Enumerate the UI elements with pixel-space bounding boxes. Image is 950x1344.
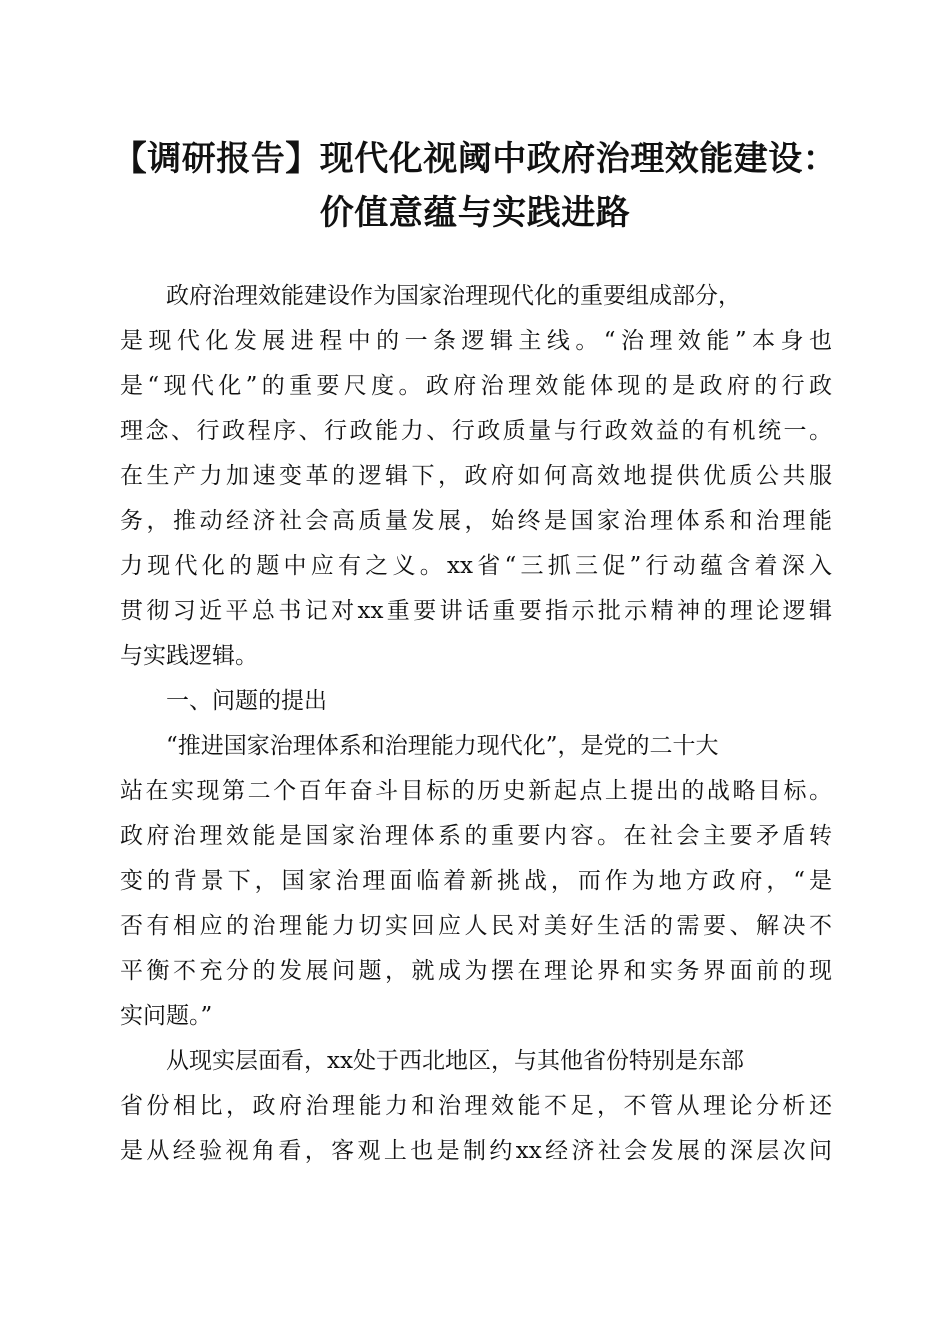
document-title bbox=[100, 132, 850, 240]
paragraph-line: 是从经验视角看，客观上也是制约xx经济社会发展的深层次问 bbox=[120, 1138, 832, 1164]
title-line-2: 价值意蕴与实践进路 bbox=[319, 193, 631, 233]
paragraph-line: 从现实层面看，xx处于西北地区，与其他省份特别是东部 bbox=[166, 1048, 744, 1074]
paragraph-line: 平衡不充分的发展问题，就成为摆在理论界和实务界面前的现 bbox=[120, 958, 832, 984]
paragraph-problem bbox=[120, 724, 832, 1039]
paragraph-intro bbox=[120, 274, 832, 679]
document-body bbox=[120, 274, 832, 1174]
paragraph-line: “推进国家治理体系和治理能力现代化”，是党的二十大 bbox=[166, 733, 719, 759]
paragraph-line: 在生产力加速变革的逻辑下，政府如何高效地提供优质公共服 bbox=[120, 463, 832, 489]
paragraph-line: 理念、行政程序、行政能力、行政质量与行政效益的有机统一。 bbox=[120, 418, 832, 444]
paragraph-line: 否有相应的治理能力切实回应人民对美好生活的需要、解决不 bbox=[120, 913, 832, 939]
paragraph-line: 是“现代化”的重要尺度。政府治理效能体现的是政府的行政 bbox=[120, 373, 832, 399]
paragraph-reality bbox=[120, 1039, 832, 1174]
paragraph-line: 变的背景下，国家治理面临着新挑战，而作为地方政府，“是 bbox=[120, 868, 832, 894]
paragraph-line: 政府治理效能建设作为国家治理现代化的重要组成部分， bbox=[166, 283, 741, 309]
section-heading: 一、问题的提出 bbox=[166, 688, 327, 714]
paragraph-line: 省份相比，政府治理能力和治理效能不足，不管从理论分析还 bbox=[120, 1093, 832, 1119]
title-line-1: 【调研报告】现代化视阈中政府治理效能建设： bbox=[112, 139, 838, 179]
paragraph-line: 与实践逻辑。 bbox=[120, 643, 258, 669]
paragraph-line: 是现代化发展进程中的一条逻辑主线。“治理效能”本身也 bbox=[120, 328, 832, 354]
paragraph-line: 实问题。” bbox=[120, 1003, 213, 1029]
paragraph-line: 政府治理效能是国家治理体系的重要内容。在社会主要矛盾转 bbox=[120, 823, 832, 849]
paragraph-line: 贯彻习近平总书记对xx重要讲话重要指示批示精神的理论逻辑 bbox=[120, 598, 832, 624]
paragraph-line: 力现代化的题中应有之义。xx省“三抓三促”行动蕴含着深入 bbox=[120, 553, 832, 579]
paragraph-line: 站在实现第二个百年奋斗目标的历史新起点上提出的战略目标。 bbox=[120, 778, 832, 804]
paragraph-line: 务，推动经济社会高质量发展，始终是国家治理体系和治理能 bbox=[120, 508, 832, 534]
